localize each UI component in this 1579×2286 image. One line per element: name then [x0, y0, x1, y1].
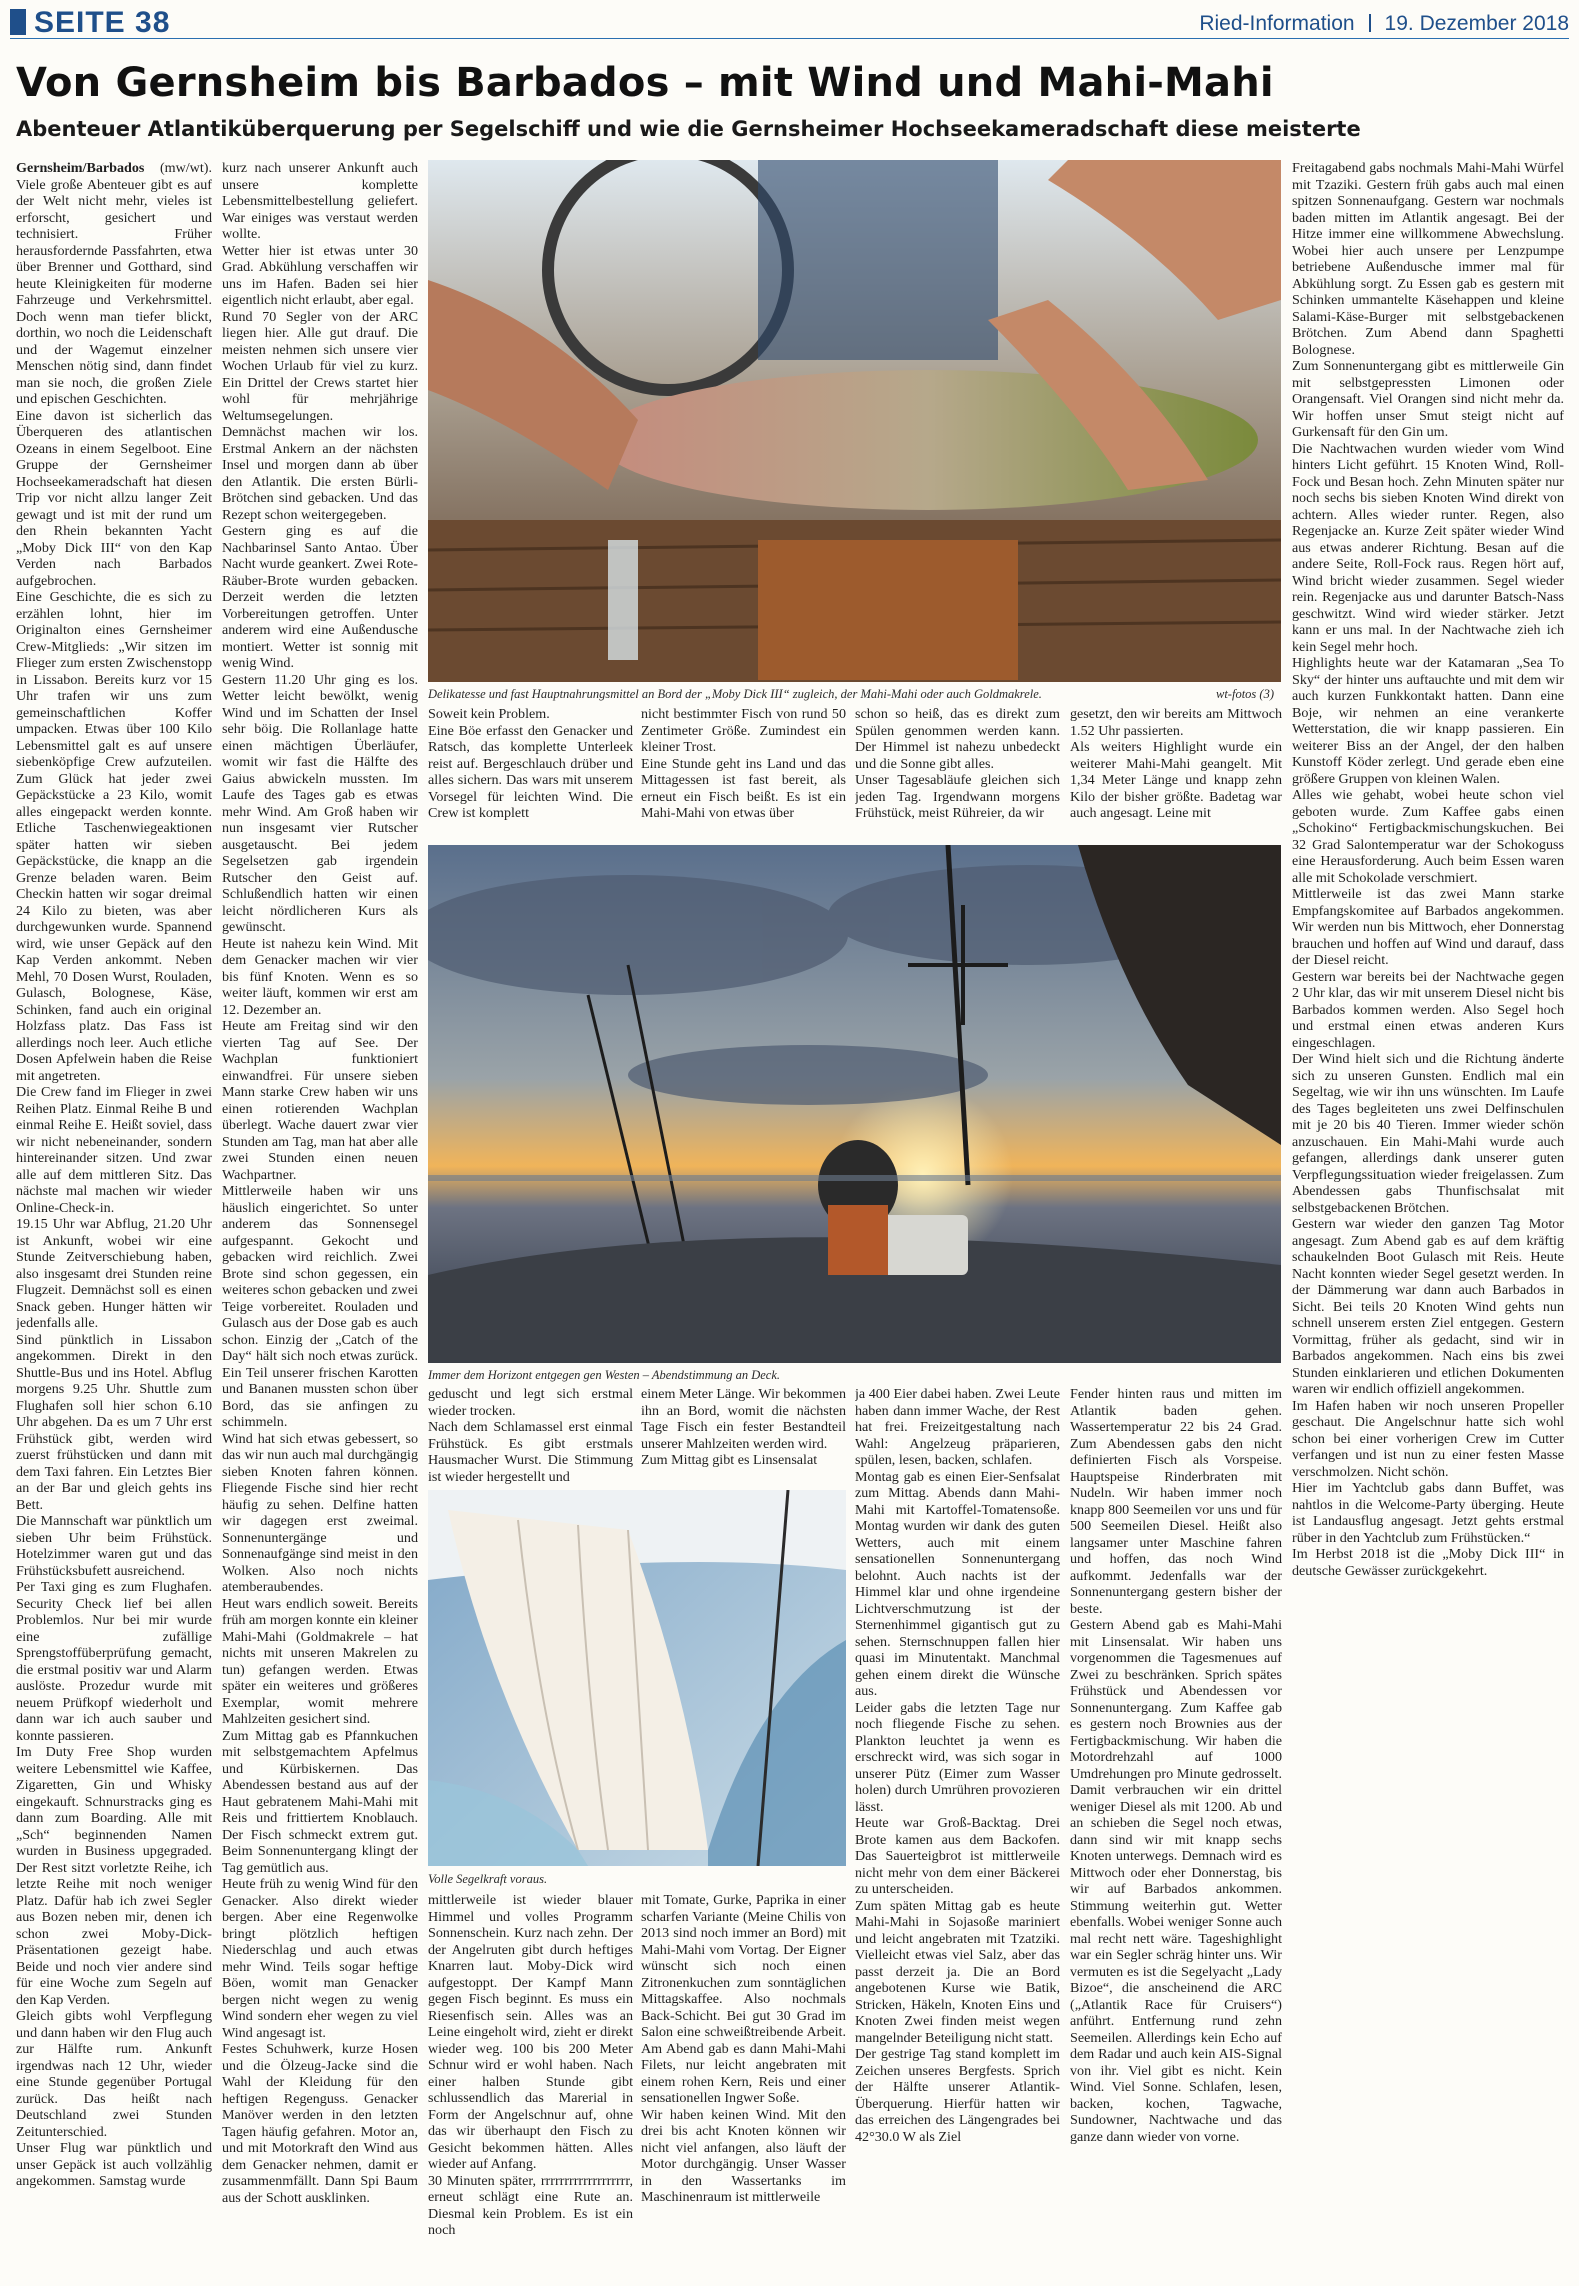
photo-caption-3: Volle Segelkraft voraus.	[428, 1872, 548, 1886]
photo-credit: wt-fotos (3)	[1216, 687, 1274, 701]
publication-name: Ried-Information	[1199, 12, 1355, 35]
photo-caption-2: Immer dem Horizont entgegen gen Westen – Abendstimmung an Deck.	[428, 1368, 781, 1382]
text-column-3b	[428, 1386, 633, 1486]
text-column-4c	[641, 1892, 846, 2276]
article-text: Freitagabend gabs nochmals Mahi-Mahi Würfel mit Tzaziki. Gestern früh gabs auch mal einen spitzen Sonnenaufgang. Gestern war nochmals baden mitten im Atlantik angesagt. Bei der Hitze immer eine willkommene Abwechslung. Wobei hier auch unsere per Lenzpumpe betriebene Außendusche immer mal für Abkühlung sorgt. Zu Essen gab es gestern mit Schinken ummantelte Käsehappen und kleine Salami-Käse-Burger mit selbstgebackenen Brötchen. Zum Abend dann Spaghetti Bolognese. Zum Sonnenuntergang gibt es mittlerweile Gin mit selbstgepressten Limonen oder Orangensaft. Viel Orangen sind nicht mehr da. Wir hoffen unser Smut steigt nicht auf Gurkensaft für den Gin um. Die Nachtwachen wurden wieder vom Wind hinters Licht geführt. 15 Knoten Wind, Roll-Fock und Besan hoch. Zehn Minuten später nur noch sechs bis sieben Knoten Wind direkt von achtern. Alles wieder runter. Regen, also Regenjacke an. Kurze Zeit später wieder Wind aus etwas anderer Richtung. Besan auf die andere Seite, Roll-Fock raus. Regen hört auf, Wind bricht wieder zusammen. Segel wieder rein. Regenjacke aus und darunter Batsch-Nass geschwitzt. Wind wird wieder stärker. Jetzt kann er uns mal. In der Nachtwache zieh ich kein Segel mehr hoch. Highlights heute war der Katamaran „Sea To Sky“ der hinter uns auftauchte und mit dem wir auch kurzen Funkkontakt hatten. Dann eine Boje, wir nehmen an eine verankerte Wetterstation, die wir knapp passieren. Ein weiterer Biss an der Angel, der den halben Kunstoff Köder zerlegt. Und gerade eben eine größere Gruppen von kleinen Walen. Alles wie gehabt, wobei heute schon viel geboten wurde. Zum Kaffee gabs einen „Schokino“ Fertigbackmischungskuchen. Bei 32 Grad Salontemperatur war der Schokoguss eine Herausforderung. Auch beim Essen waren alle mit Schokolade verschmiert. Mittlerweile ist das zwei Mann starke Empfangskomitee auf Barbados angekommen. Wir werden nun bis Mittwoch, eher Donnerstag brauchen und hoffen auf Wind und darauf, dass der Diesel reicht. Gestern war bereits bei der Nachtwache gegen 2 Uhr klar, das wir mit unserem Diesel nicht bis Barbados kommen werden. Also Segel hoch und erstmal einen etwas anderen Kurs eingeschlagen. Der Wind hielt sich und die Richtung änderte sich zu unseren Gunsten. Endlich mal ein Segeltag, wie wir ihn uns wünschten. Im Laufe des Tages begleiteten uns zwei Delfinschulen mit je 20 bis 40 Tieren. Immer wieder schön anzuschauen. Ein Mahi-Mahi wurde auch gefangen, allerdings dank unserer guten Verpflegungssituation wieder freigelassen. Zum Abendessen gabs Thunfischsalat mit selbstgebackenen Brötchen. Gestern war wieder den ganzen Tag Motor angesagt. Zum Abend gab es auf dem kräftig schaukelnden Boot Gulasch mit Reis. Heute Nacht konnten wieder Segel gesetzt werden. In der Dämmerung war dann auch Barbados in Sicht. Bei teils 20 Knoten Wind gehts nun schnell unserem ersten Ziel entgegen. Gestern Vormittag, früher als gedacht, sind wir in Barbados angekommen. Nach eins bis zwei Stunden einklarieren und etlichen Dokumenten waren wir endlich offiziell angekommen. Im Hafen haben wir noch unseren Propeller geschaut. Die Angelschnur hatte sich wohl schon bei einer vorherigen Crew im Cutter verfangen und ist nun zu einer festen Masse verschmolzen. Nicht schön. Hier im Yachtclub gabs dann Buffet, was nahtlos in die Welcome-Party überging. Heute ist Landausflug angesagt. Jetzt gehts erstmal rüber in den Yachtclub zum Frühstücken.“ Im Herbst 2018 ist die „Moby Dick III“ in deutsche Gewässer zurückgekehrt.	[1292, 160, 1564, 1579]
text-column-3c	[428, 1892, 633, 2276]
publication-info	[1199, 12, 1569, 36]
article-text: nicht bestimmter Fisch von rund 50 Zentimeter Größe. Zumindest ein kleiner Trost. Eine Stunde geht ins Land und das Mittagessen ist fast bereit, als erneut ein Fisch beißt. Es ist ein Mahi-Mahi von etwas über	[641, 706, 846, 821]
text-column-4b	[641, 1386, 846, 1486]
page-number-text: SEITE 38	[34, 6, 171, 39]
article-text: geduscht und legt sich erstmal wieder trocken. Nach dem Schlamassel erst einmal Frühstück. Es gibt erstmals Hausmacher Wurst. Die Stimmung ist wieder hergestellt und	[428, 1386, 633, 1485]
article-text: gesetzt, den wir bereits am Mittwoch 1.52 Uhr passierten. Als weiters Highlight wurde ein weiterer Mahi-Mahi geangelt. Mit 1,34 Meter Länge und knapp zehn Kilo der bisher größte. Badetag war auch angesagt. Leine mit	[1070, 706, 1282, 821]
text-column-1	[16, 160, 212, 2276]
photo-sunset-deck	[428, 845, 1281, 1363]
article-text: schon so heiß, das es direkt zum Spülen genommen werden kann. Der Himmel ist nahezu unbedeckt und die Sonne gibt alles. Unser Tagesabläufe gleichen sich jeden Tag. Irgendwann morgens Frühstück, meist Rühreier, da wir	[855, 706, 1060, 821]
photo-spinnaker	[428, 1490, 846, 1866]
article-text: einem Meter Länge. Wir bekommen ihn an Bord, womit die nächsten Tage Fisch ein fester Bestandteil unserer Mahlzeiten werden wird. Zum Mittag gibt es Linsensalat	[641, 1386, 846, 1468]
article-text: Fender hinten raus und mitten im Atlantik baden gehen. Wassertemperatur 22 bis 24 Grad. Zum Abendessen gabs den nicht definierten Fisch als Vorspeise. Hauptspeise Rinderbraten mit Nudeln. Wir haben immer noch knapp 800 Seemeilen vor uns und für 500 Seemeilen Diesel. Heißt also langsamer unter Maschine fahren und hoffen, das noch Wind aufkommt. Jedenfalls war der Sonnenuntergang gestern bisher der beste. Gestern Abend gab es Mahi-Mahi mit Linsensalat. Wir haben uns vorgenommen die Tagesmenues auf Zwei zu beschränken. Sprich spätes Frühstück und Abendessen vor Sonnenuntergang. Zum Kaffee gab es gestern noch Brownies aus der Fertigbackmischung. Wir haben die Motordrehzahl auf 1000 Umdrehungen pro Minute gedrosselt. Damit verbrauchen wir ein drittel weniger Diesel als mit 1200. Ab und an schieben die Segel noch etwas, dann sind wir mit knapp sechs Knoten unterwegs. Demnach wird es Mittwoch oder eher Donnerstag, bis wir auf Barbados ankommen. Stimmung weiterhin gut. Wetter ebenfalls. Wobei weniger Sonne auch mal recht nett wäre. Tageshighlight war ein Segler schräg hinter uns. Wir vermuten es ist die Segelyacht „Lady Bizoe“, die anscheinend die ARC („Atlantik Race für Cruisers“) anführt. Entfernung rund zehn Seemeilen. Allerdings kein Echo auf dem Radar und auch kein AIS-Signal von ihr. Viel gibt es nicht. Kein Wind. Viel Sonne. Schlafen, lesen, backen, kochen, Tagwache, Sundowner, Nachtwache und das ganze dann wieder von vorne.	[1070, 1386, 1282, 2145]
article-text: Soweit kein Problem. Eine Böe erfasst den Genacker und Ratsch, das komplette Unterleek reist auf. Bergeschlauch drüber und alles sichern. Das wars mit unserem Vorsegel für leichten Wind. Die Crew ist komplett	[428, 706, 633, 821]
article-text: ja 400 Eier dabei haben. Zwei Leute haben dann immer Wache, der Rest hat frei. Freizeitgestaltung nach Wahl: Angelzeug präparieren, spülen, lesen, backen, schlafen. Montag gab es einen Eier-Senfsalat zum Mittag. Abends dann Mahi-Mahi mit Kartoffel-Tomatensoße. Montag wurden wir dank des guten Wetters, auch mit einem sensationellen Sonnenuntergang belohnt. Auch nachts ist der Himmel klar und ohne irgendeine Lichtverschmutzung ist der Sternenhimmel gigantisch gut zu sehen. Sternschnuppen fallen hier quasi im Minutentakt. Manchmal gehen einem direkt die Wünsche aus. Leider gabs die letzten Tage nur noch fliegende Fische zu sehen. Plankton leuchtet ja wenn es erschreckt wird, was sich sogar in unserer Pütz (Eimer zum Wasser holen) durch Umrühren provozieren lässt. Heute war Groß-Backtag. Drei Brote kamen aus dem Backofen. Das Sauerteigbrot ist mittlerweile nicht mehr von dem einer Bäckerei zu unterscheiden. Zum späten Mittag gab es heute Mahi-Mahi in Sojasoße mariniert und leicht angebraten mit Tzatziki. Vielleicht etwas viel Salz, aber das passt derzeit ja. Die an Bord angebotenen Kurse wie Batik, Stricken, Häkeln, Knoten Eins und Knoten Zwei finden meist wegen mangelnder Beteiligung nicht statt. Der gestrige Tag stand komplett im Zeichen unseres Bergfests. Sprich der Hälfte unserer Atlantik-Überquerung. Hierfür hatten wir das erreichen des Längengrades bei 42°30.0 W als Ziel	[855, 1386, 1060, 2145]
header-separator	[1369, 14, 1371, 32]
photo-spinnaker-image	[428, 1490, 846, 1866]
author-tag: (mw/wt).	[159, 160, 212, 176]
article-text: Viele große Abenteuer gibt es auf der Welt nicht mehr, vieles ist erforscht, gesichert und technisiert. Früher herausfordernde Passfahrten, etwa über Brenner und Gotthard, sind heute Kleinigkeiten für moderne Fahrzeuge und Verkehrsmittel. Doch wenn man tiefer blickt, dorthin, wo noch die Leidenschaft und der Wagemut einzelner Menschen nötig sind, dann findet man sie noch, die großen Ziele und epischen Geschichten. Eine davon ist sicherlich das Überqueren des atlantischen Ozeans in einem Segelboot. Eine Gruppe der Gernsheimer Hochseekameradschaft hat diesen Trip vor nicht allzu langer Zeit gewagt und ist mit der rund um den Rhein bekannten Yacht „Moby Dick III“ von den Kap Verden nach Barbados aufgebrochen. Eine Geschichte, die es sich zu erzählen lohnt, hier im Originalton eines Gernsheimer Crew-Mitglieds: „Wir sitzen im Flieger zum ersten Zwischenstopp in Lissabon. Bereits kurz vor 15 Uhr trafen wir uns zum gemeinschaftlichen Koffer umpacken. Etwas über 100 Kilo Lebensmittel galt es auf unsere siebenköpfige Crew aufzuteilen. Zum Glück hat jeder zwei Gepäckstücke a 23 Kilo, womit alles eingepackt werden konnte. Etliche Taschenwiegeaktionen später hatten wir sieben Gepäckstücke, die knapp an die Grenze beladen waren. Beim Checkin hatten wir sogar dreimal 24 Kilo zu bieten, was aber durchgewunken wurde. Spannend wird, wie unser Gepäck auf den Kap Verden ankommt. Neben Mehl, 70 Dosen Wurst, Rouladen, Gulasch, Bolognese, Käse, Schinken, fand auch ein original Holzfass platz. Das Fass ist allerdings noch leer. Auch etliche Dosen Apfelwein haben die Reise mit angetreten. Die Crew fand im Flieger in zwei Reihen Platz. Einmal Reihe B und einmal Reihe E. Heißt soviel, dass wir nicht nebeneinander, sondern hintereinander sitzen. Und zwar alle auf dem mittleren Sitz. Das nächste mal machen wir wieder Online-Check-in. 19.15 Uhr war Abflug, 21.20 Uhr ist Ankunft, wobei wir eine Stunde Zeitverschiebung haben, also insgesamt drei Stunden reine Flugzeit. Demnächst soll es einen Snack geben. Hunger hätten wir jedenfalls alle. Sind pünktlich in Lissabon angekommen. Direkt in den Shuttle-Bus und ins Hotel. Abflug morgens 9.25 Uhr. Shuttle zum Flughafen soll hier schon 6.10 Uhr abgehen. Da es um 7 Uhr erst Frühstück gibt, werden wird zuerst frühstücken und dann mit dem Taxi fahren. Ein Letztes Bier an der Bar und gleich gehts ins Bett. Die Mannschaft war pünktlich um sieben Uhr beim Frühstück. Hotelzimmer waren gut und das Frühstücksbufett ausreichend. Per Taxi ging es zum Flughafen. Security Check lief bei allen Problemlos. Nur bei mir wurde eine zufällige Sprengstoffüberprüfung gemacht, die erstmal positiv war und Alarm auslöste. Prozedur wurde mit neuem Prüfkopf wiederholt und dann war ich auch sauber und konnte passieren. Im Duty Free Shop wurden weitere Lebensmittel wie Kaffee, Zigaretten, Gin und Whisky eingekauft. Schnurstracks ging es dann zum Boarding. Alle mit „Sch“ beginnenden Namen wurden in Business upgegraded. Der Rest sitzt vorletzte Reihe, ich letzte Reihe mit noch weniger Platz. Dafür hab ich zwei Segler aus Bozen neben mir, denen ich schon zwei Moby-Dick-Präsentationen gezeigt habe. Beide und noch vier andere sind für eine Woche zum Segeln auf den Kap Verden. Gleich gibts wohl Verpflegung und dann haben wir den Flug auch zur Hälfte rum. Ankunft irgendwas nach 12 Uhr, wieder eine Stunde gegenüber Portugal zurück. Das heißt nach Deutschland zwei Stunden Zeitunterschied. Unser Flug war pünktlich und unser Gepäck ist auch vollzählig angekommen. Samstag wurde	[16, 176, 212, 2189]
article-subheadline: Abenteuer Atlantiküberquerung per Segelschiff und wie die Gernsheimer Hochseekameradschaft diese meisterte	[16, 117, 1361, 141]
photo-mahi-mahi-image	[428, 160, 1281, 682]
article-text: mit Tomate, Gurke, Paprika in einer scharfen Variante (Meine Chilis von 2013 sind noch immer an Bord) mit Mahi-Mahi vom Vortag. Der Eigner wünscht sich noch einen Zitronenkuchen zum sonntäglichen Mittagskaffee. Also nochmals Back-Schicht. Bei gut 30 Grad im Salon eine schweißtreibende Arbeit. Am Abend gab es dann Mahi-Mahi Filets, nur leicht angebraten mit einem rohen Kern, Reis und einer sensationellen Ingwer Soße. Wir haben keinen Wind. Mit den drei bis acht Knoten können wir nicht viel anfangen, also läuft der Motor durchgängig. Unser Wasser in den Wassertanks im Maschinenraum ist mittlerweile	[641, 1892, 846, 2205]
dateline: Gernsheim/Barbados	[16, 160, 145, 176]
text-column-7	[1292, 160, 1564, 2276]
page-number-label	[10, 6, 170, 40]
text-column-3a	[428, 706, 633, 838]
page-marker-bar	[10, 9, 26, 35]
page-header	[10, 4, 1569, 39]
publication-date: 19. Dezember 2018	[1384, 12, 1569, 35]
text-column-6b	[1070, 1386, 1282, 2276]
article-text: mittlerweile ist wieder blauer Himmel und volles Programm Sonnenschein. Kurz nach zehn. Der der Angelruten gibt durch heftiges Knarren laut. Moby-Dick wird aufgestoppt. Der Kampf Mann gegen Fisch beginnt. Es muss ein Riesenfisch sein. Alles was an Leine eingeholt wird, zieht er direkt wieder weg. 100 bis 200 Meter Schnur wird er wohl haben. Nach einer halben Stunde gibt schlussendlich das Marerial in Form der Angelschnur auf, ohne das wir überhaupt den Fisch zu Gesicht bekommen hätten. Alles wieder auf Anfang. 30 Minuten später, rrrrrrrrrrrrrrrrrrr, erneut schlägt eine Rute an. Diesmal kein Problem. Es ist ein noch	[428, 1892, 633, 2238]
text-column-4a	[641, 706, 846, 838]
photo-mahi-mahi	[428, 160, 1281, 682]
text-column-6a	[1070, 706, 1282, 838]
text-column-2	[222, 160, 418, 2276]
article-text: kurz nach unserer Ankunft auch unsere komplette Lebensmittelbestellung geliefert. War einiges was verstaut werden wollte. Wetter hier ist etwas unter 30 Grad. Abkühlung verschaffen wir uns im Hafen. Baden sei hier eigentlich nicht erlaubt, aber egal. Rund 70 Segler von der ARC liegen hier. Alle gut drauf. Die meisten nehmen sich unsere vier Wochen Urlaub für viel zu kurz. Ein Drittel der Crews startet hier wohl für mehrjährige Weltumsegelungen. Demnächst machen wir los. Erstmal Ankern an der nächsten Insel und morgen dann ab über den Atlantik. Die ersten Bürli-Brötchen sind gebacken. Und das Rezept schon weitergegeben. Gestern ging es auf die Nachbarinsel Santo Antao. Über Nacht wurde geankert. Zwei Rote-Räuber-Brote wurden gebacken. Derzeit werden die letzten Vorbereitungen getroffen. Unter anderem wird eine Außendusche montiert. Wetter ist sonnig mit wenig Wind. Gestern 11.20 Uhr ging es los. Wetter leicht bewölkt, wenig Wind und im Schatten der Insel sehr böig. Die Rollanlage hatte einen mächtigen Überläufer, womit wir fast die Hälfte des Gaius abwickeln mussten. Im Laufe des Tages gab es etwas mehr Wind. Am Groß haben wir nun insgesamt vier Rutscher ausgetauscht. Bei jedem Segelsetzen gab irgendein Rutscher den Geist auf. Schlußendlich hatten wir einen leicht nördlicheren Kurs als gewünscht. Heute ist nahezu kein Wind. Mit dem Genacker machen wir vier bis fünf Knoten. Wenn es so weiter läuft, kommen wir erst am 12. Dezember an. Heute am Freitag sind wir den vierten Tag auf See. Der Wachplan funktioniert einwandfrei. Für unsere sieben Mann starke Crew haben wir uns einen rotierenden Wachplan überlegt. Wache dauert zwar vier Stunden am Tag, man hat aber alle zwei Stunden einen neuen Wachpartner. Mittlerweile haben wir uns häuslich eingerichtet. So unter anderem das Sonnensegel aufgespannt. Gekocht und gebacken wird reichlich. Zwei Brote sind schon gegessen, ein weiteres schon gebacken und zwei Teige vorbereitet. Rouladen und Gulasch aus der Dose gab es auch schon. Einzig der „Catch of the Day“ hält sich noch etwas zurück. Ein Teil unserer frischen Karotten und Bananen mussten schon über Bord, das sie anfingen zu schimmeln. Wind hat sich etwas gebessert, so das wir nun auch mal durchgängig sieben Knoten fahren können. Fliegende Fische sind hier recht häufig zu sehen. Delfine hatten wir dagegen erst zweimal. Sonnenuntergänge und Sonnenaufgänge sind meist in den Wolken. Also noch nichts atemberaubendes. Heut wars endlich soweit. Bereits früh am morgen konnte ein kleiner Mahi-Mahi (Goldmakrele – hat nichts mit unseren Makrelen zu tun) gefangen werden. Etwas später ein weiteres und größeres Exemplar, womit mehrere Mahlzeiten gesichert sind. Zum Mittag gab es Pfannkuchen mit selbstgemachtem Apfelmus und Kürbiskernen. Das Abendessen bestand aus auf der Haut gebratenem Mahi-Mahi mit Reis und frittiertem Knoblauch. Der Fisch schmeckt extrem gut. Beim Sonnenuntergang klingt der Tag gemütlich aus. Heute früh zu wenig Wind für den Genacker. Also direkt wieder bergen. Aber eine Regenwolke bringt plötzlich heftigen Niederschlag und auch etwas mehr Wind. Teils sogar heftige Böen, womit man Genacker bergen nicht wegen zu wenig Wind sondern eher wegen zu viel Wind angesagt ist. Festes Schuhwerk, kurze Hosen und die Ölzeug-Jacke sind die Wahl der Kleidung für den heftigen Regenguss. Genacker Manöver werden in den letzten Tagen häufig gefahren. Motor an, und mit Motorkraft den Wind aus dem Genacker nehmen, damit er zusammenmfällt. Dann Spi Baum aus der Schott ausklinken.	[222, 160, 418, 2206]
text-column-5a	[855, 706, 1060, 838]
photo-sunset-deck-image	[428, 845, 1281, 1363]
photo-caption-1: Delikatesse und fast Hauptnahrungsmittel an Bord der „Moby Dick III“ zugleich, der Mahi-Mahi oder auch Goldmakrele.	[428, 687, 1042, 701]
text-column-5b	[855, 1386, 1060, 2276]
article-headline: Von Gernsheim bis Barbados – mit Wind und Mahi-Mahi	[16, 60, 1274, 106]
